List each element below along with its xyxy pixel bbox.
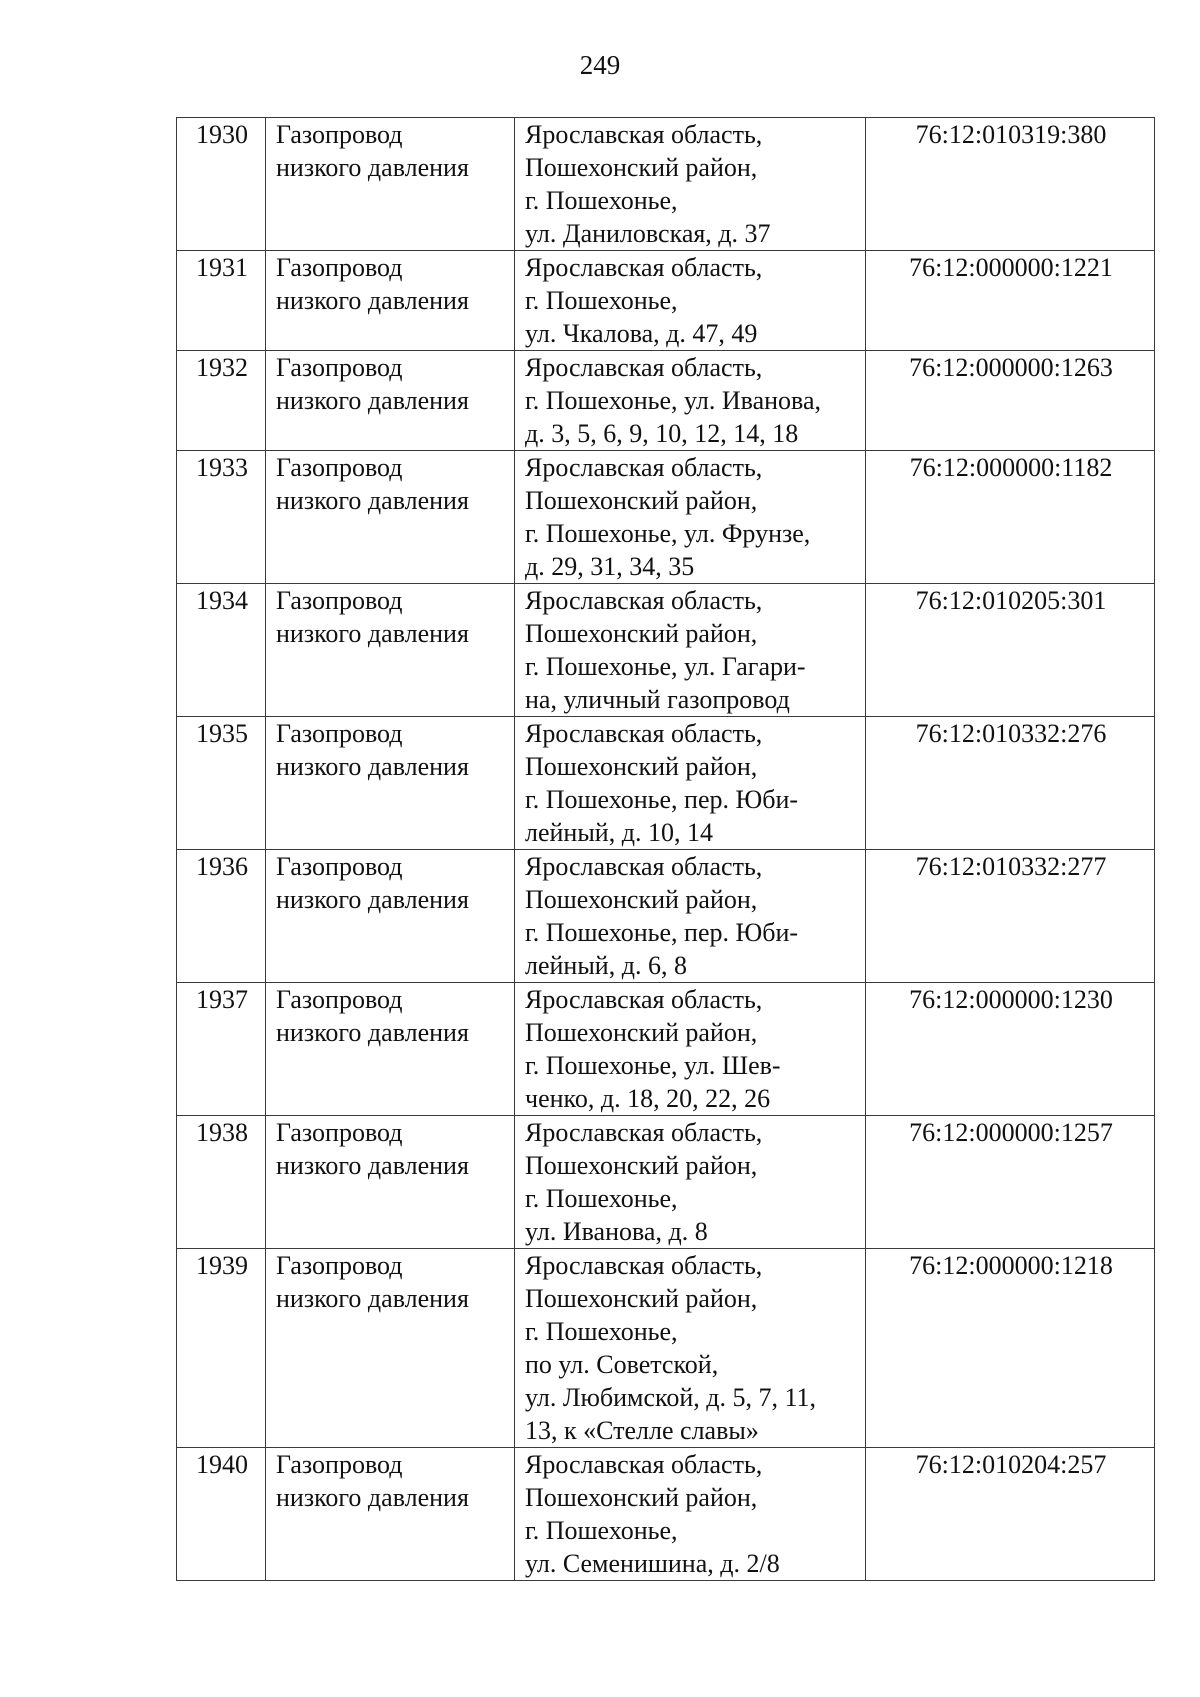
address-line: Пошехонский район, [525,1483,758,1512]
address-line: г. Пошехонье, ул. Шев- [525,1051,781,1080]
table-row [177,1249,1155,1448]
address-line: на, уличный газопровод [525,685,790,714]
address-line: лейный, д. 10, 14 [525,818,713,847]
address-line: Пошехонский район, [525,1284,758,1313]
cadastral-number-cell: 76:12:000000:1230 [866,983,1155,1116]
object-name-line: низкого давления [276,1151,469,1180]
object-name-cell [266,850,515,983]
object-name-cell [266,1249,515,1448]
page-number: 249 [579,50,621,80]
address-line: Пошехонский район, [525,1018,758,1047]
object-name-line: Газопровод [276,253,403,282]
object-name-cell [266,451,515,584]
address-line: 13, к «Стелле славы» [525,1416,759,1445]
address-line: г. Пошехонье, пер. Юби- [525,785,799,814]
address-line: Ярославская область, [525,253,763,282]
cadastral-number-cell: 76:12:010204:257 [866,1448,1155,1581]
address-line: Ярославская область, [525,353,763,382]
object-name-line: Газопровод [276,353,403,382]
object-name-line: низкого давления [276,153,469,182]
row-number-cell: 1938 [177,1116,266,1249]
address-cell [515,850,866,983]
object-name-cell [266,118,515,251]
object-name-cell [266,717,515,850]
object-name-line: низкого давления [276,386,469,415]
address-line: Ярославская область, [525,1450,763,1479]
row-number-cell: 1931 [177,251,266,351]
table-row [177,1116,1155,1249]
address-cell [515,717,866,850]
object-name-line: низкого давления [276,1018,469,1047]
address-line: г. Пошехонье, [525,1516,678,1545]
address-line: г. Пошехонье, пер. Юби- [525,918,799,947]
address-line: Пошехонский район, [525,885,758,914]
address-line: Пошехонский район, [525,153,758,182]
row-number-cell: 1930 [177,118,266,251]
address-line: ул. Любимской, д. 5, 7, 11, [525,1383,817,1412]
object-name-cell [266,351,515,451]
address-line: лейный, д. 6, 8 [525,951,687,980]
table-row [177,251,1155,351]
object-name-cell [266,1448,515,1581]
row-number-cell: 1935 [177,717,266,850]
object-name-line: Газопровод [276,120,403,149]
address-line: г. Пошехонье, [525,1317,678,1346]
address-line: Пошехонский район, [525,1151,758,1180]
address-line: Ярославская область, [525,586,763,615]
cadastral-number-cell: 76:12:000000:1221 [866,251,1155,351]
address-line: ул. Чкалова, д. 47, 49 [525,319,758,348]
cadastral-number-cell: 76:12:010332:277 [866,850,1155,983]
address-line: Ярославская область, [525,120,763,149]
address-line: Ярославская область, [525,1118,763,1147]
object-name-cell [266,251,515,351]
row-number-cell: 1936 [177,850,266,983]
registry-table [176,117,1155,1581]
address-line: ченко, д. 18, 20, 22, 26 [525,1084,771,1113]
address-line: г. Пошехонье, [525,286,678,315]
cadastral-number-cell: 76:12:000000:1263 [866,351,1155,451]
object-name-line: Газопровод [276,719,403,748]
object-name-line: низкого давления [276,619,469,648]
object-name-line: Газопровод [276,586,403,615]
address-cell [515,451,866,584]
address-cell [515,1116,866,1249]
table-row [177,983,1155,1116]
address-line: Пошехонский район, [525,752,758,781]
address-line: ул. Иванова, д. 8 [525,1217,708,1246]
address-line: по ул. Советской, [525,1350,719,1379]
object-name-line: низкого давления [276,885,469,914]
table-row [177,351,1155,451]
address-cell [515,584,866,717]
object-name-cell [266,584,515,717]
object-name-line: низкого давления [276,286,469,315]
object-name-cell [266,983,515,1116]
address-line: г. Пошехонье, ул. Иванова, [525,386,822,415]
address-cell [515,251,866,351]
cadastral-number-cell: 76:12:010319:380 [866,118,1155,251]
address-line: Ярославская область, [525,719,763,748]
row-number-cell: 1940 [177,1448,266,1581]
object-name-line: Газопровод [276,985,403,1014]
cadastral-number-cell: 76:12:000000:1257 [866,1116,1155,1249]
object-name-line: Газопровод [276,453,403,482]
table-row [177,717,1155,850]
address-line: г. Пошехонье, [525,1184,678,1213]
row-number-cell: 1937 [177,983,266,1116]
object-name-line: Газопровод [276,852,403,881]
object-name-line: низкого давления [276,752,469,781]
address-line: Пошехонский район, [525,619,758,648]
row-number-cell: 1933 [177,451,266,584]
row-number-cell: 1932 [177,351,266,451]
table-row [177,850,1155,983]
address-line: Ярославская область, [525,453,763,482]
address-line: ул. Семенишина, д. 2/8 [525,1549,780,1578]
object-name-cell [266,1116,515,1249]
address-cell [515,1448,866,1581]
address-line: г. Пошехонье, [525,186,678,215]
table-row [177,451,1155,584]
cadastral-number-cell: 76:12:010205:301 [866,584,1155,717]
address-line: г. Пошехонье, ул. Гагари- [525,652,806,681]
row-number-cell: 1939 [177,1249,266,1448]
row-number-cell: 1934 [177,584,266,717]
address-line: Ярославская область, [525,985,763,1014]
address-cell [515,351,866,451]
address-line: д. 29, 31, 34, 35 [525,552,695,581]
cadastral-number-cell: 76:12:010332:276 [866,717,1155,850]
object-name-line: Газопровод [276,1118,403,1147]
table-row [177,1448,1155,1581]
address-cell [515,1249,866,1448]
object-name-line: Газопровод [276,1450,403,1479]
object-name-line: низкого давления [276,486,469,515]
address-cell [515,118,866,251]
address-line: Ярославская область, [525,1251,763,1280]
registry-table-body [177,118,1155,1581]
address-line: ул. Даниловская, д. 37 [525,219,771,248]
cadastral-number-cell: 76:12:000000:1218 [866,1249,1155,1448]
object-name-line: низкого давления [276,1284,469,1313]
address-line: д. 3, 5, 6, 9, 10, 12, 14, 18 [525,419,799,448]
object-name-line: низкого давления [276,1483,469,1512]
address-line: г. Пошехонье, ул. Фрунзе, [525,519,811,548]
object-name-line: Газопровод [276,1251,403,1280]
address-line: Ярославская область, [525,852,763,881]
cadastral-number-cell: 76:12:000000:1182 [866,451,1155,584]
table-row [177,584,1155,717]
address-line: Пошехонский район, [525,486,758,515]
table-row [177,118,1155,251]
address-cell [515,983,866,1116]
